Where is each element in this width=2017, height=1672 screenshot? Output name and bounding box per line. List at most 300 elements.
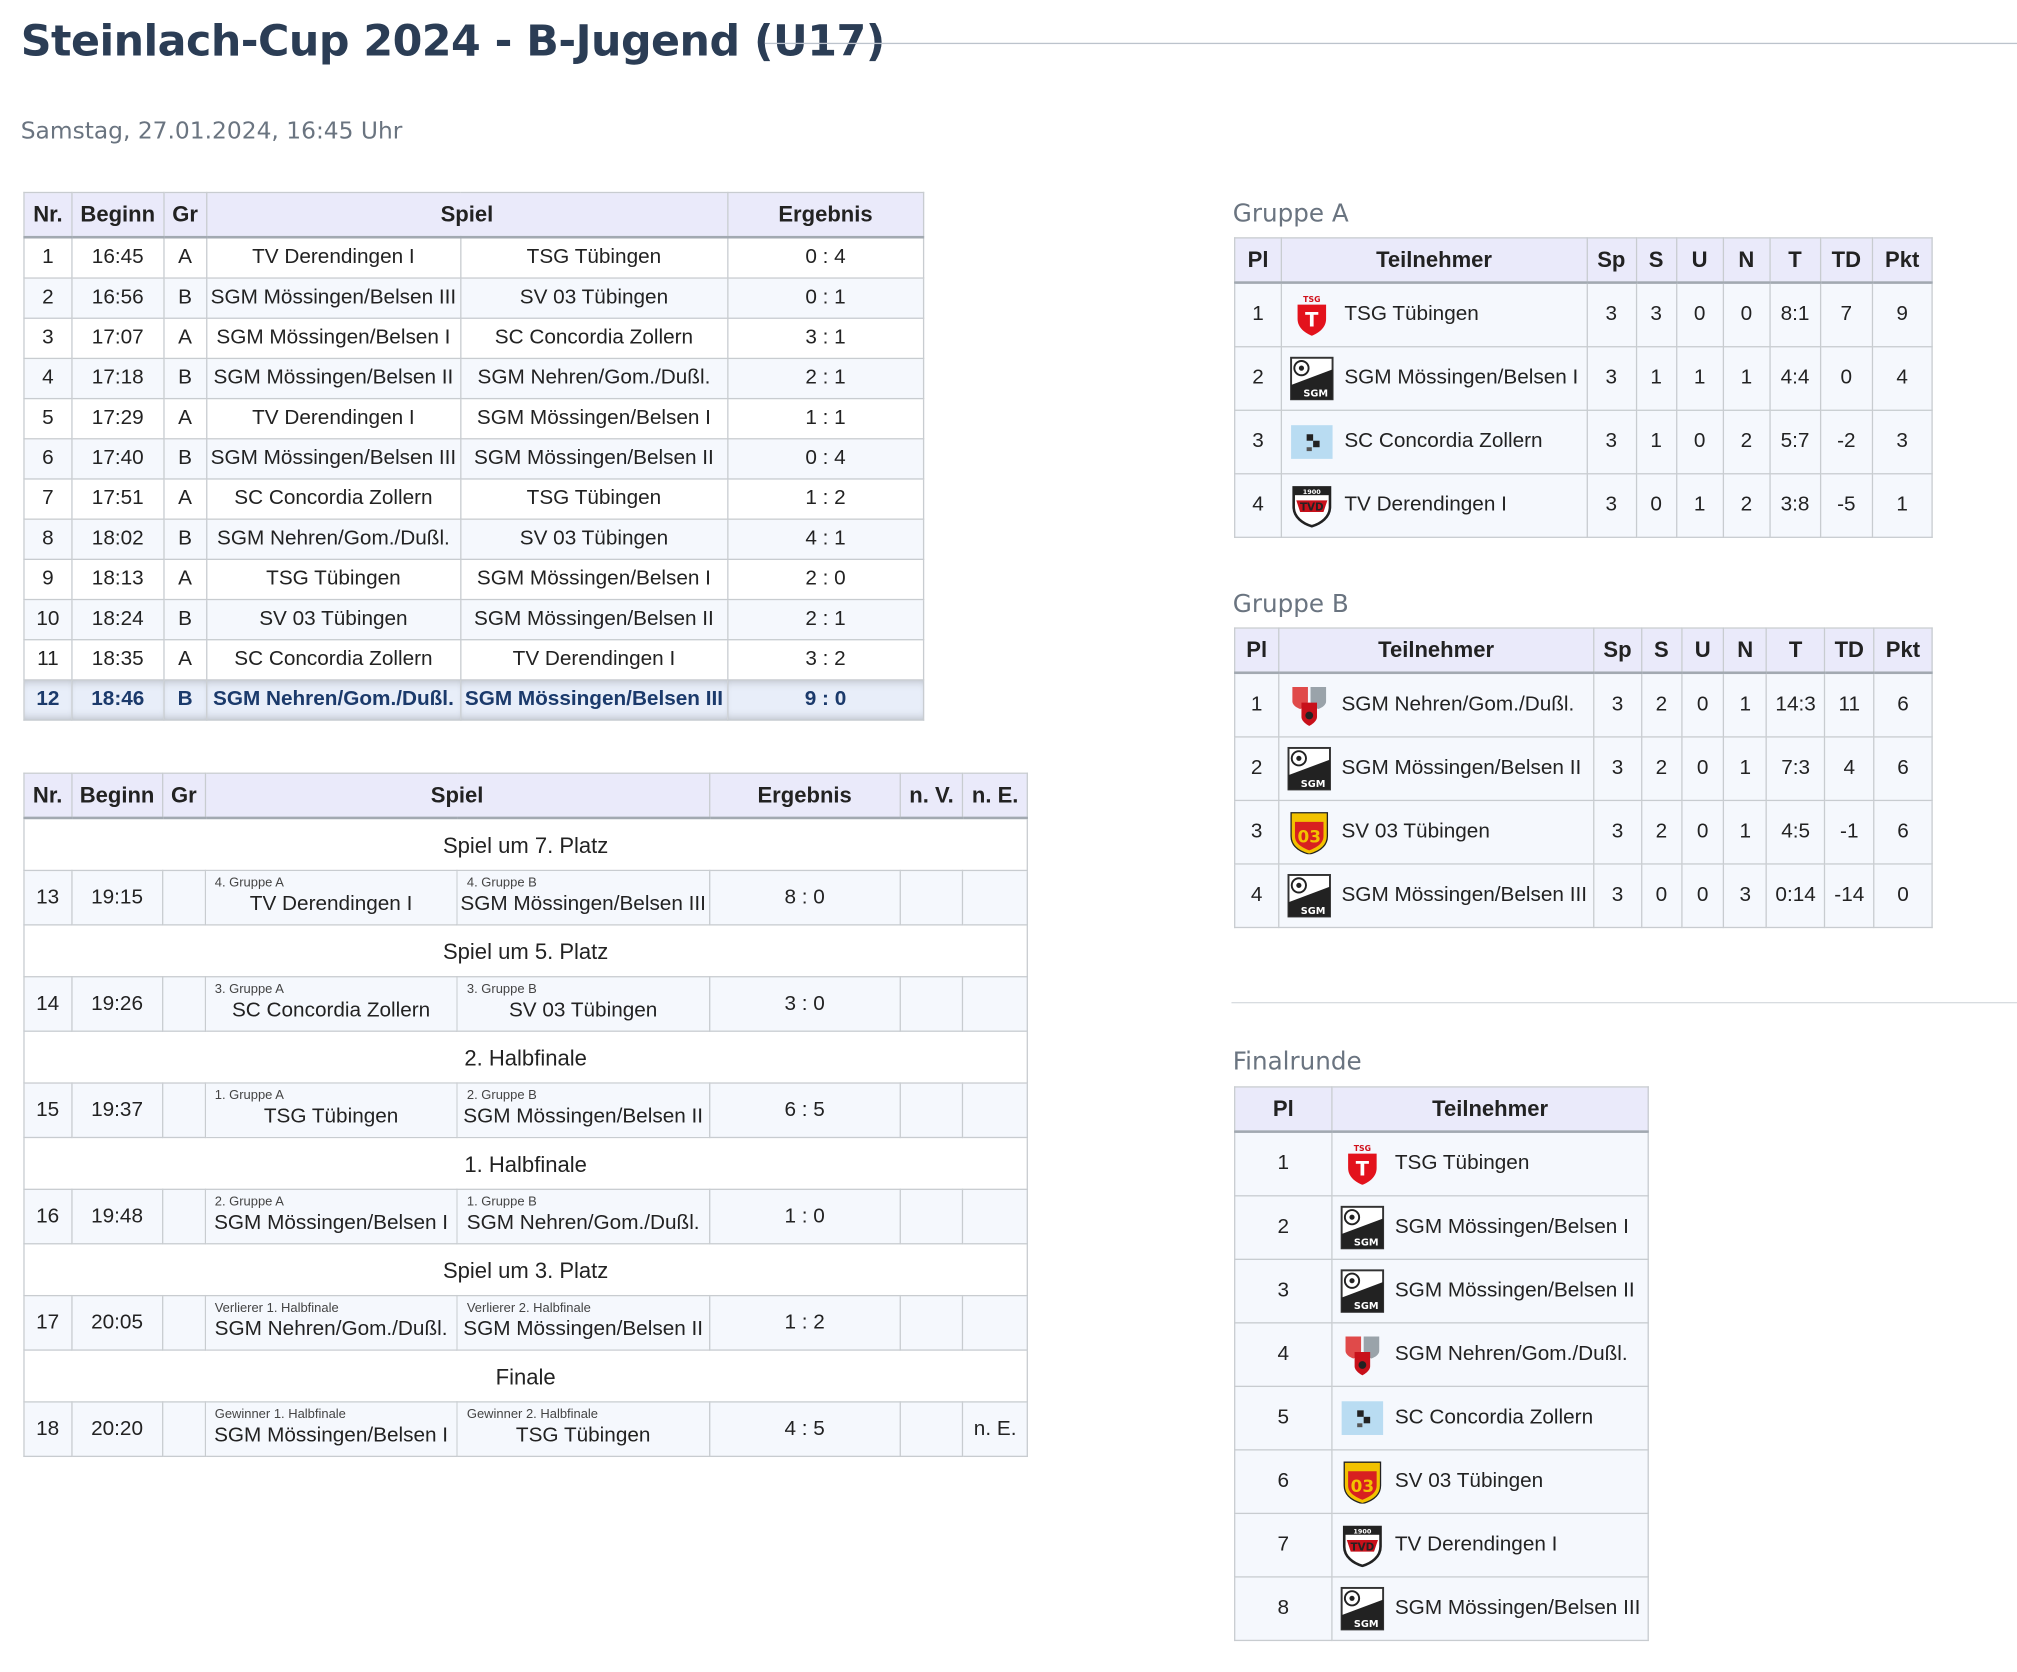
- stat-sp: 3: [1594, 673, 1642, 737]
- home-team: TV Derendingen I: [206, 237, 460, 278]
- home-team-cell: [205, 1296, 457, 1350]
- home-team: SGM Mössingen/Belsen I: [206, 318, 460, 358]
- standing-row: [1235, 347, 1932, 411]
- col-nv: n. V.: [900, 773, 963, 818]
- standing-row: [1235, 283, 1932, 347]
- away-team: SGM Mössingen/Belsen III: [460, 892, 706, 915]
- away-team: TSG Tübingen: [460, 479, 727, 519]
- match-result: 3 : 0: [709, 977, 900, 1031]
- match-result: 1 : 0: [709, 1189, 900, 1243]
- match-result: 0 : 4: [727, 237, 923, 278]
- col-pl: Pl: [1235, 628, 1279, 673]
- away-team-cell: [457, 870, 709, 924]
- match-row: [24, 399, 924, 439]
- away-seed: Gewinner 2. Halbfinale: [466, 1407, 599, 1423]
- home-team-cell: [205, 870, 457, 924]
- nehren-logo-icon: [1340, 1333, 1384, 1377]
- standing-row: [1235, 737, 1932, 801]
- home-team: SGM Nehren/Gom./Dußl.: [206, 519, 460, 559]
- final-ranking-table: [1234, 1086, 1649, 1641]
- col-sp: Sp: [1594, 628, 1642, 673]
- team-name: SGM Mössingen/Belsen III: [1341, 884, 1588, 907]
- away-team-cell: [457, 977, 709, 1031]
- ranking-row: [1235, 1259, 1649, 1323]
- team-cell: [1279, 864, 1594, 928]
- match-group: B: [164, 358, 207, 398]
- stat-td: -5: [1820, 474, 1872, 538]
- match-time: 17:07: [72, 318, 164, 358]
- group-b-heading: Gruppe B: [1232, 589, 1349, 619]
- ranking-row: [1235, 1513, 1649, 1577]
- tsg-logo-icon: [1290, 293, 1334, 337]
- match-group: B: [164, 600, 207, 640]
- group-b-standings: [1234, 627, 1933, 928]
- svg-text:TVD: TVD: [1350, 1541, 1375, 1554]
- ranking-row: [1235, 1323, 1649, 1387]
- stat-td: 7: [1820, 283, 1872, 347]
- standing-row: [1235, 864, 1932, 928]
- col-beginn: Beginn: [71, 773, 162, 818]
- stat-u: 1: [1676, 474, 1723, 538]
- team-cell: [1332, 1386, 1648, 1450]
- stat-u: 0: [1681, 737, 1724, 801]
- sgm-logo-icon: [1290, 356, 1334, 400]
- match-result: 1 : 2: [727, 479, 923, 519]
- team-name: SGM Nehren/Gom./Dußl.: [1394, 1342, 1628, 1365]
- home-team: SC Concordia Zollern: [231, 998, 431, 1021]
- away-team-cell: [457, 1402, 709, 1456]
- stat-td: 4: [1825, 737, 1874, 801]
- rank: 1: [1235, 1132, 1332, 1196]
- match-result: 1 : 2: [709, 1296, 900, 1350]
- col-gr: Gr: [163, 773, 205, 818]
- col-pkt: Pkt: [1874, 628, 1932, 673]
- concordia-logo-icon: [1340, 1396, 1384, 1440]
- home-team-cell: [205, 1402, 457, 1456]
- stat-n: 1: [1724, 673, 1767, 737]
- round-title-row: [24, 1031, 1027, 1083]
- stat-u: 0: [1681, 864, 1724, 928]
- home-team: SGM Mössingen/Belsen I: [214, 1423, 449, 1446]
- home-seed: 4. Gruppe A: [214, 876, 284, 891]
- match-group: [163, 977, 205, 1031]
- match-row: [24, 680, 924, 720]
- round-title: Spiel um 5. Platz: [24, 925, 1027, 977]
- team-cell: [1279, 800, 1594, 864]
- svg-text:TVD: TVD: [1300, 501, 1324, 514]
- team-name: SC Concordia Zollern: [1344, 430, 1543, 453]
- round-title-row: [24, 1350, 1027, 1402]
- match-number: 14: [24, 977, 71, 1031]
- svg-text:SGM: SGM: [1303, 388, 1329, 400]
- team-cell: [1281, 474, 1586, 538]
- col-ergebnis: Ergebnis: [727, 192, 923, 237]
- stat-pkt: 1: [1872, 474, 1932, 538]
- round-title-row: [24, 1244, 1027, 1296]
- match-number: 9: [24, 559, 72, 599]
- match-result: 8 : 0: [709, 870, 900, 924]
- penalties: [963, 870, 1027, 924]
- stat-u: 0: [1676, 283, 1723, 347]
- team-name: TSG Tübingen: [1344, 303, 1479, 326]
- away-team: SGM Mössingen/Belsen II: [463, 1105, 704, 1128]
- stat-td: 0: [1820, 347, 1872, 411]
- match-number: 7: [24, 479, 72, 519]
- match-row: [24, 600, 924, 640]
- match-group: B: [164, 439, 207, 479]
- match-number: 1: [24, 237, 72, 278]
- home-team-cell: [205, 1083, 457, 1137]
- round-title: Spiel um 7. Platz: [24, 818, 1027, 870]
- away-team: SGM Mössingen/Belsen II: [463, 1317, 704, 1340]
- rank: 1: [1235, 283, 1282, 347]
- home-team-cell: [205, 1189, 457, 1243]
- col-pkt: Pkt: [1872, 238, 1932, 283]
- match-group: [163, 870, 205, 924]
- page-title: Steinlach-Cup 2024 - B-Jugend (U17): [20, 15, 885, 67]
- match-time: 17:29: [72, 399, 164, 439]
- team-name: TSG Tübingen: [1394, 1152, 1530, 1175]
- match-row: [24, 977, 1027, 1031]
- svg-text:SGM: SGM: [1354, 1618, 1379, 1630]
- match-row: [24, 559, 924, 599]
- home-team: SGM Nehren/Gom./Dußl.: [214, 1317, 448, 1340]
- col-teilnehmer: Teilnehmer: [1332, 1087, 1648, 1132]
- match-row: [24, 318, 924, 358]
- stat-t: 4:5: [1767, 800, 1825, 864]
- team-name: SGM Mössingen/Belsen III: [1394, 1597, 1641, 1620]
- col-spiel: Spiel: [205, 773, 709, 818]
- match-row: [24, 237, 924, 278]
- away-team: TV Derendingen I: [460, 640, 727, 680]
- svg-text:T: T: [1355, 1157, 1370, 1181]
- match-number: 5: [24, 399, 72, 439]
- group-matches-table: [23, 192, 924, 721]
- team-cell: [1332, 1513, 1648, 1577]
- ranking-row: [1235, 1577, 1649, 1641]
- match-result: 4 : 5: [709, 1402, 900, 1456]
- team-cell: [1332, 1259, 1648, 1323]
- nehren-logo-icon: [1287, 683, 1331, 727]
- sgm-logo-icon: [1340, 1206, 1384, 1250]
- stat-sp: 3: [1594, 800, 1642, 864]
- sgm-logo-icon: [1340, 1587, 1384, 1631]
- sgm-logo-icon: [1340, 1269, 1384, 1313]
- col-nr: Nr.: [24, 773, 71, 818]
- final-matches-header: [24, 773, 1027, 818]
- overtime: [900, 870, 963, 924]
- match-row: [24, 358, 924, 398]
- away-team: SGM Mössingen/Belsen I: [460, 559, 727, 599]
- team-name: SGM Mössingen/Belsen II: [1341, 757, 1582, 780]
- ranking-row: [1235, 1196, 1649, 1260]
- stat-n: 3: [1724, 864, 1767, 928]
- round-title: Spiel um 3. Platz: [24, 1244, 1027, 1296]
- group-b-header: [1235, 628, 1932, 673]
- match-row: [24, 1189, 1027, 1243]
- home-team: TV Derendingen I: [206, 399, 460, 439]
- match-result: 3 : 2: [727, 640, 923, 680]
- stat-t: 7:3: [1767, 737, 1825, 801]
- team-cell: [1279, 737, 1594, 801]
- svg-text:TSG: TSG: [1303, 295, 1321, 305]
- away-team: TSG Tübingen: [460, 237, 727, 278]
- svg-text:TSG: TSG: [1353, 1144, 1372, 1154]
- match-group: A: [164, 559, 207, 599]
- home-seed: Verlierer 1. Halbfinale: [214, 1301, 339, 1316]
- stat-sp: 3: [1594, 864, 1642, 928]
- stat-n: 1: [1723, 347, 1770, 411]
- match-result: 1 : 1: [727, 399, 923, 439]
- away-team: SGM Mössingen/Belsen III: [460, 680, 727, 720]
- match-group: B: [164, 519, 207, 559]
- match-group: B: [164, 680, 207, 720]
- team-cell: [1281, 410, 1586, 474]
- final-matches-table: [23, 773, 1028, 1457]
- match-group: A: [164, 237, 207, 278]
- match-time: 18:35: [72, 640, 164, 680]
- team-name: SGM Mössingen/Belsen I: [1344, 366, 1579, 389]
- team-name: SC Concordia Zollern: [1394, 1406, 1594, 1429]
- standing-row: [1235, 800, 1932, 864]
- match-number: 11: [24, 640, 72, 680]
- group-a-header: [1235, 238, 1932, 283]
- match-result: 0 : 1: [727, 278, 923, 318]
- home-team: SC Concordia Zollern: [206, 479, 460, 519]
- match-group: A: [164, 479, 207, 519]
- col-n: N: [1723, 238, 1770, 283]
- rank: 3: [1235, 1259, 1332, 1323]
- col-pl: Pl: [1235, 238, 1282, 283]
- match-number: 2: [24, 278, 72, 318]
- stat-u: 1: [1676, 347, 1723, 411]
- tvd-logo-icon: [1290, 484, 1334, 528]
- title-divider: [765, 43, 2017, 44]
- rank: 2: [1235, 347, 1282, 411]
- team-name: SV 03 Tübingen: [1341, 820, 1490, 843]
- overtime: [900, 977, 963, 1031]
- match-row: [24, 640, 924, 680]
- round-title-row: [24, 925, 1027, 977]
- rank: 2: [1235, 737, 1279, 801]
- rank: 2: [1235, 1196, 1332, 1260]
- match-number: 18: [24, 1402, 71, 1456]
- rank: 4: [1235, 864, 1279, 928]
- penalties: [963, 1296, 1027, 1350]
- stat-pkt: 6: [1874, 673, 1932, 737]
- team-cell: [1281, 347, 1586, 411]
- stat-n: 0: [1723, 283, 1770, 347]
- col-team: Teilnehmer: [1281, 238, 1586, 283]
- stat-pkt: 9: [1872, 283, 1932, 347]
- rank: 7: [1235, 1513, 1332, 1577]
- match-group: [163, 1083, 205, 1137]
- home-team: TV Derendingen I: [249, 892, 413, 915]
- match-number: 12: [24, 680, 72, 720]
- stat-s: 2: [1641, 673, 1681, 737]
- col-pl: Pl: [1235, 1087, 1332, 1132]
- match-number: 4: [24, 358, 72, 398]
- stat-s: 1: [1636, 347, 1676, 411]
- match-time: 19:37: [71, 1083, 162, 1137]
- match-result: 2 : 0: [727, 559, 923, 599]
- away-team: SV 03 Tübingen: [460, 519, 727, 559]
- rank: 3: [1235, 410, 1282, 474]
- penalties: [963, 1083, 1027, 1137]
- match-group: A: [164, 318, 207, 358]
- team-name: TV Derendingen I: [1344, 493, 1507, 516]
- col-td: TD: [1820, 238, 1872, 283]
- stat-sp: 3: [1587, 410, 1636, 474]
- svg-text:1900: 1900: [1302, 487, 1321, 496]
- match-time: 18:02: [72, 519, 164, 559]
- stat-s: 2: [1641, 800, 1681, 864]
- sv03-logo-icon: [1287, 810, 1331, 854]
- col-n: N: [1724, 628, 1767, 673]
- rank: 6: [1235, 1450, 1332, 1514]
- svg-text:1900: 1900: [1353, 1527, 1372, 1536]
- home-team: SC Concordia Zollern: [206, 640, 460, 680]
- match-group: [163, 1296, 205, 1350]
- stat-td: 11: [1825, 673, 1874, 737]
- ranking-row: [1235, 1450, 1649, 1514]
- rank: 3: [1235, 800, 1279, 864]
- stat-n: 1: [1724, 800, 1767, 864]
- col-beginn: Beginn: [72, 192, 164, 237]
- penalties: n. E.: [963, 1402, 1027, 1456]
- away-team: SGM Mössingen/Belsen II: [460, 439, 727, 479]
- event-date: Samstag, 27.01.2024, 16:45 Uhr: [20, 117, 403, 146]
- stat-sp: 3: [1587, 347, 1636, 411]
- svg-text:03: 03: [1350, 1476, 1375, 1497]
- sv03-logo-icon: [1340, 1460, 1384, 1504]
- home-seed: Gewinner 1. Halbfinale: [214, 1407, 346, 1423]
- away-team-cell: [457, 1189, 709, 1243]
- stat-sp: 3: [1587, 474, 1636, 538]
- match-number: 3: [24, 318, 72, 358]
- match-row: [24, 519, 924, 559]
- home-team: SGM Nehren/Gom./Dußl.: [206, 680, 460, 720]
- round-title-row: [24, 818, 1027, 870]
- ranking-row: [1235, 1132, 1649, 1196]
- match-time: 17:40: [72, 439, 164, 479]
- standing-row: [1235, 474, 1932, 538]
- match-row: [24, 870, 1027, 924]
- col-u: U: [1676, 238, 1723, 283]
- col-spiel: Spiel: [206, 192, 727, 237]
- round-title: Finale: [24, 1350, 1027, 1402]
- team-name: TV Derendingen I: [1394, 1533, 1558, 1556]
- match-result: 6 : 5: [709, 1083, 900, 1137]
- match-time: 19:15: [71, 870, 162, 924]
- away-seed: Verlierer 2. Halbfinale: [466, 1301, 591, 1316]
- home-team: TSG Tübingen: [206, 559, 460, 599]
- team-name: SGM Nehren/Gom./Dußl.: [1341, 693, 1575, 716]
- match-time: 18:46: [72, 680, 164, 720]
- match-row: [24, 1083, 1027, 1137]
- stat-s: 0: [1641, 864, 1681, 928]
- svg-text:SGM: SGM: [1354, 1301, 1379, 1313]
- penalties: [963, 1189, 1027, 1243]
- stat-td: -2: [1820, 410, 1872, 474]
- match-time: 18:24: [72, 600, 164, 640]
- match-row: [24, 1402, 1027, 1456]
- col-td: TD: [1825, 628, 1874, 673]
- match-time: 18:13: [72, 559, 164, 599]
- stat-pkt: 6: [1874, 800, 1932, 864]
- home-seed: 2. Gruppe A: [214, 1195, 284, 1210]
- stat-td: -1: [1825, 800, 1874, 864]
- col-t: T: [1767, 628, 1825, 673]
- home-team: SGM Mössingen/Belsen II: [206, 358, 460, 398]
- match-result: 4 : 1: [727, 519, 923, 559]
- stat-pkt: 4: [1872, 347, 1932, 411]
- away-team: SGM Nehren/Gom./Dußl.: [460, 358, 727, 398]
- match-time: 16:45: [72, 237, 164, 278]
- match-row: [24, 479, 924, 519]
- col-nr: Nr.: [24, 192, 72, 237]
- round-title-row: [24, 1137, 1027, 1189]
- concordia-logo-icon: [1290, 420, 1334, 464]
- ranking-row: [1235, 1386, 1649, 1450]
- match-time: 19:48: [71, 1189, 162, 1243]
- away-team-cell: [457, 1296, 709, 1350]
- team-cell: [1332, 1196, 1648, 1260]
- round-title: 1. Halbfinale: [24, 1137, 1027, 1189]
- match-number: 15: [24, 1083, 71, 1137]
- home-team: TSG Tübingen: [263, 1105, 399, 1128]
- stat-t: 0:14: [1767, 864, 1825, 928]
- away-team-cell: [457, 1083, 709, 1137]
- stat-pkt: 0: [1874, 864, 1932, 928]
- away-seed: 3. Gruppe B: [466, 982, 537, 997]
- team-name: SGM Mössingen/Belsen II: [1394, 1279, 1635, 1302]
- away-team: TSG Tübingen: [515, 1423, 651, 1446]
- match-row: [24, 278, 924, 318]
- match-result: 2 : 1: [727, 358, 923, 398]
- team-cell: [1332, 1577, 1648, 1641]
- match-number: 6: [24, 439, 72, 479]
- stat-s: 1: [1636, 410, 1676, 474]
- home-team: SV 03 Tübingen: [206, 600, 460, 640]
- match-number: 13: [24, 870, 71, 924]
- home-team: SGM Mössingen/Belsen III: [206, 278, 460, 318]
- match-row: [24, 439, 924, 479]
- svg-text:SGM: SGM: [1354, 1237, 1379, 1249]
- stat-u: 0: [1676, 410, 1723, 474]
- team-cell: [1332, 1323, 1648, 1387]
- stat-td: -14: [1825, 864, 1874, 928]
- match-group: [163, 1402, 205, 1456]
- match-time: 17:51: [72, 479, 164, 519]
- stat-pkt: 6: [1874, 737, 1932, 801]
- col-s: S: [1636, 238, 1676, 283]
- stat-pkt: 3: [1872, 410, 1932, 474]
- match-number: 16: [24, 1189, 71, 1243]
- match-row: [24, 1296, 1027, 1350]
- match-group: A: [164, 399, 207, 439]
- overtime: [900, 1402, 963, 1456]
- stat-n: 2: [1723, 410, 1770, 474]
- rank: 4: [1235, 474, 1282, 538]
- section-divider: [1231, 1002, 2017, 1003]
- match-time: 17:18: [72, 358, 164, 398]
- standing-row: [1235, 410, 1932, 474]
- away-team: SV 03 Tübingen: [508, 998, 658, 1021]
- match-group: B: [164, 278, 207, 318]
- match-number: 17: [24, 1296, 71, 1350]
- col-s: S: [1641, 628, 1681, 673]
